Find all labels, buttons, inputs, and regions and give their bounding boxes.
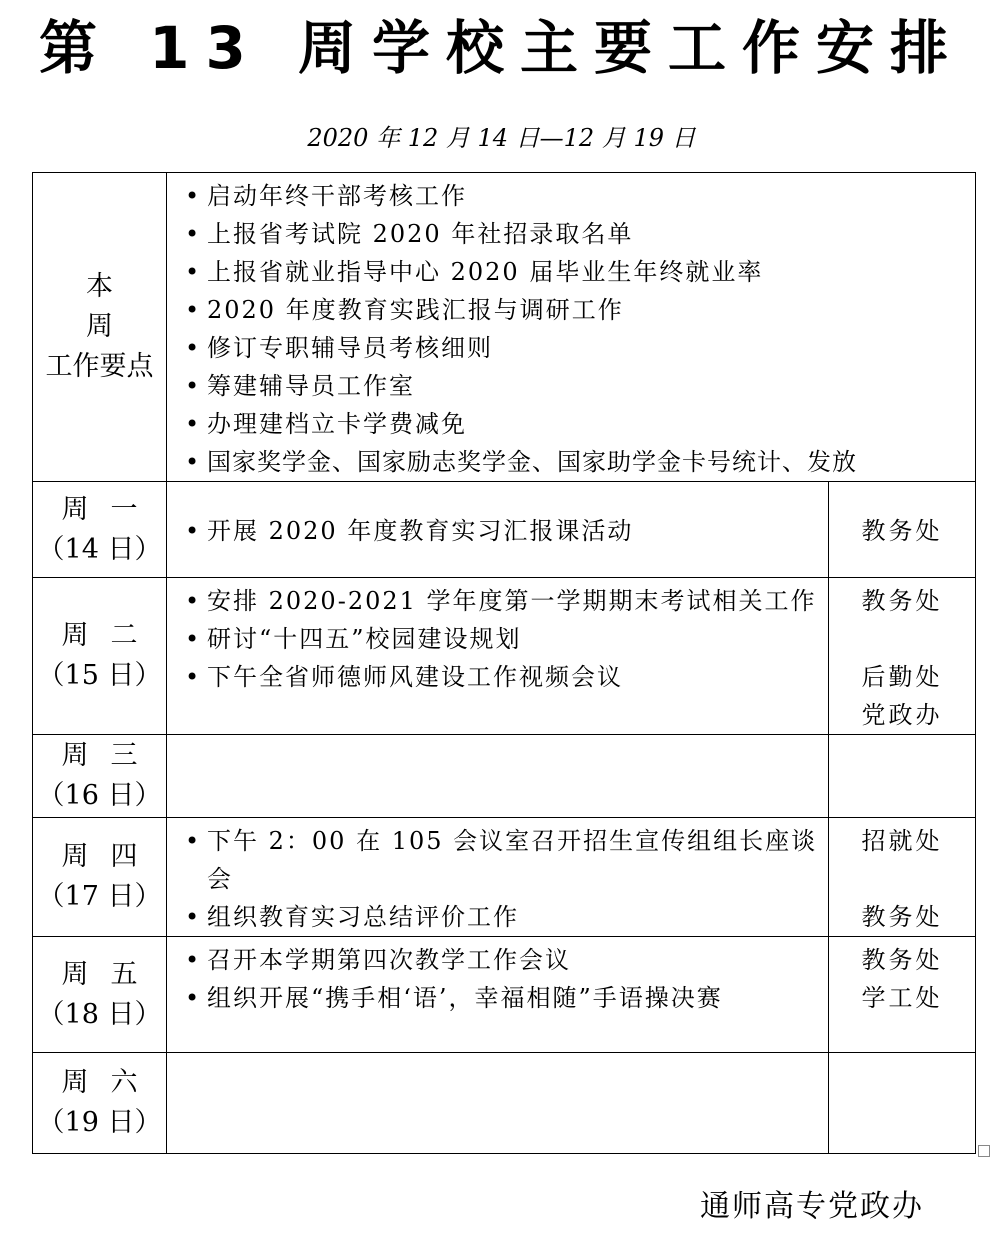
- day-items-cell: [167, 818, 829, 937]
- office-spacer: [829, 620, 975, 658]
- day-row-wednesday: [33, 735, 976, 818]
- schedule-table: [32, 172, 976, 1154]
- office-label: 招就处: [861, 827, 943, 855]
- day-offices: [829, 937, 975, 1017]
- office-label: 后勤处: [861, 663, 943, 691]
- office-spacer: [829, 860, 975, 898]
- footer-signature: 通师高专党政办: [700, 1189, 924, 1224]
- day-row-monday: [33, 482, 976, 578]
- day-name: 周二: [61, 620, 160, 651]
- day-label: [33, 1053, 167, 1154]
- day-label: [33, 578, 167, 735]
- list-item: • 上报省考试院 2020 年社招录取名单: [181, 215, 971, 253]
- day-name: 周一: [61, 493, 160, 525]
- day-items-cell: [167, 1053, 829, 1154]
- key-points-row: [33, 173, 976, 482]
- office-label: 学工处: [861, 984, 943, 1012]
- list-item: • 上报省就业指导中心 2020 届毕业生年终就业率: [181, 253, 971, 291]
- day-label: [33, 482, 167, 578]
- office-label: 党政办: [861, 701, 943, 729]
- day-row-thursday: [33, 818, 976, 937]
- list-item: • 国家奖学金、国家励志奖学金、国家助学金卡号统计、发放: [181, 443, 971, 481]
- day-label: [33, 937, 167, 1053]
- day-items-cell: [167, 735, 829, 818]
- list-item: • 筹建辅导员工作室: [181, 367, 971, 405]
- day-items-cell: [167, 937, 829, 1053]
- key-points-label-line2: 工作要点: [45, 351, 154, 382]
- day-date: （17 日）: [37, 881, 162, 912]
- day-items: [167, 937, 828, 1017]
- day-offices: [829, 818, 975, 936]
- day-offices: [829, 578, 975, 734]
- day-items: [167, 818, 828, 936]
- day-offices-cell: [829, 482, 976, 578]
- day-name: 周六: [61, 1067, 160, 1098]
- day-name: 周五: [61, 958, 160, 990]
- day-offices-cell: [829, 1053, 976, 1154]
- list-item: • 开展 2020 年度教育实习汇报课活动: [181, 512, 824, 550]
- day-date: （14 日）: [37, 533, 162, 565]
- day-offices: [829, 482, 975, 550]
- day-row-tuesday: [33, 578, 976, 735]
- day-items: [167, 578, 828, 696]
- list-item: • 办理建档立卡学费减免: [181, 405, 971, 443]
- day-row-friday: [33, 937, 976, 1053]
- day-offices-cell: [829, 937, 976, 1053]
- day-offices-cell: [829, 818, 976, 937]
- day-date: （15 日）: [37, 660, 162, 691]
- list-item: • 研讨“十四五”校园建设规划: [181, 620, 824, 658]
- office-label: 教务处: [861, 903, 943, 931]
- day-label: [33, 735, 167, 818]
- office-label: 教务处: [861, 946, 943, 974]
- list-item: • 召开本学期第四次教学工作会议: [181, 941, 824, 979]
- list-item: • 下午全省师德师风建设工作视频会议: [181, 658, 824, 696]
- list-item: • 启动年终干部考核工作: [181, 177, 971, 215]
- day-offices-cell: [829, 735, 976, 818]
- list-item: • 组织开展“携手相‘语’，幸福相随”手语操决赛: [181, 979, 824, 1017]
- day-date: （16 日）: [37, 780, 162, 811]
- page-title: 第 13 周学校主要工作安排: [38, 14, 965, 82]
- table-resize-handle[interactable]: [978, 1145, 990, 1157]
- day-row-saturday: [33, 1053, 976, 1154]
- day-items-cell: [167, 482, 829, 578]
- list-item: • 2020 年度教育实践汇报与调研工作: [181, 291, 971, 329]
- office-label: 教务处: [861, 587, 943, 615]
- key-points-label-line1: 本周: [86, 271, 143, 342]
- office-label: 教务处: [861, 517, 943, 545]
- date-range: 2020 年 12 月 14 日—12 月 19 日: [307, 124, 696, 152]
- key-points-list: [167, 173, 975, 481]
- key-points-cell: [167, 173, 976, 482]
- list-item: • 安排 2020-2021 学年度第一学期期末考试相关工作: [181, 582, 824, 620]
- day-date: （18 日）: [37, 998, 162, 1030]
- list-item: • 组织教育实习总结评价工作: [181, 898, 824, 936]
- day-offices-cell: [829, 578, 976, 735]
- day-date: （19 日）: [37, 1107, 162, 1138]
- list-item: • 修订专职辅导员考核细则: [181, 329, 971, 367]
- day-label: [33, 818, 167, 937]
- key-points-label: [33, 173, 167, 482]
- day-name: 周三: [61, 740, 160, 771]
- day-name: 周四: [61, 841, 160, 872]
- day-items-cell: [167, 578, 829, 735]
- day-items: [167, 482, 828, 550]
- list-item: • 下午 2：00 在 105 会议室召开招生宣传组组长座谈会: [181, 822, 824, 898]
